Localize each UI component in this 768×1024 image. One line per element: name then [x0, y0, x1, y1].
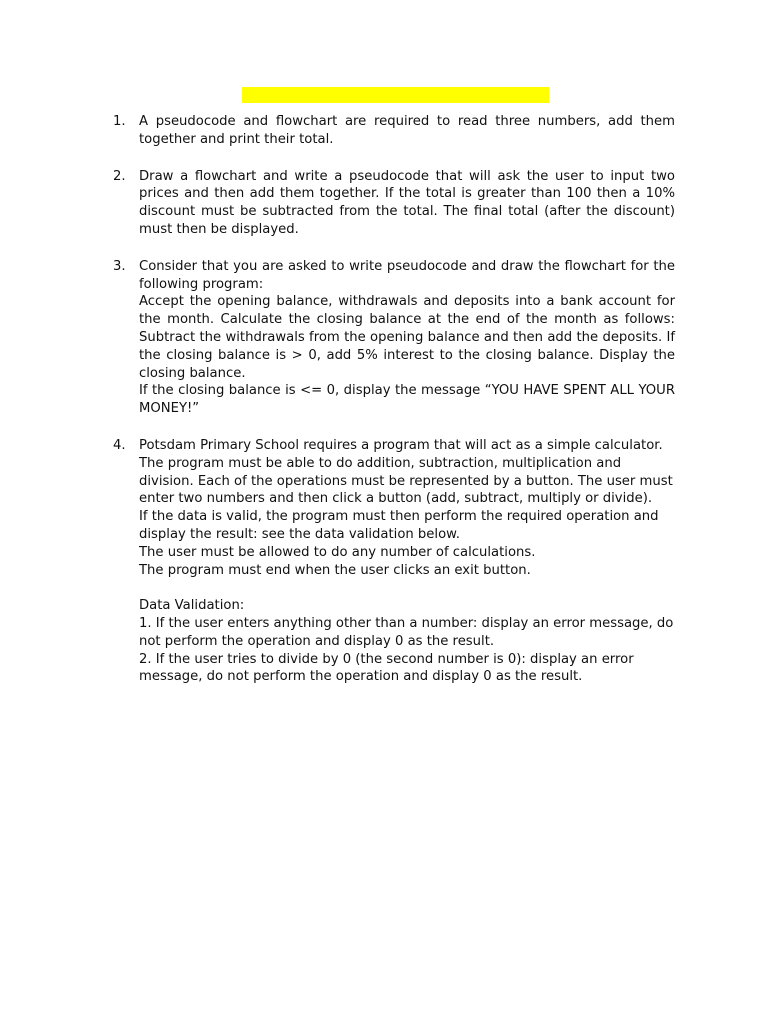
question-paragraph: If the closing balance is <= 0, display the message “YOU HAVE SPENT ALL YOUR MONEY!” [139, 383, 675, 417]
question-number: 3. [113, 258, 126, 274]
question-item-1 [113, 113, 675, 149]
question-body [139, 113, 675, 149]
validation-rule: 2. If the user tries to divide by 0 (the second number is 0): display an error message, do not perform the operation and display 0 as the result. [139, 651, 634, 685]
question-paragraph: The program must end when the user clicks an exit button. [139, 562, 531, 578]
validation-rule: 1. If the user enters anything other than a number: display an error message, do not perform the operation and display 0 as the result. [139, 615, 674, 649]
paragraph-spacer [139, 579, 675, 597]
question-paragraph: Potsdam Primary School requires a program that will act as a simple calculator. The program must be able to do addition, subtraction, multiplication and division. Each of the operations must be represented by a button. The user must enter two numbers and then click a button (add, subtract, multiply or divide). [139, 437, 673, 507]
validation-heading: Data Validation: [139, 598, 245, 614]
question-number: 2. [113, 168, 126, 184]
question-body [139, 168, 675, 239]
highlighted-title-bar [242, 87, 549, 103]
question-paragraph: A pseudocode and flowchart are required to read three numbers, add them together and print their total. [139, 114, 675, 147]
question-item-2 [113, 168, 675, 239]
question-paragraph: The user must be allowed to do any number of calculations. [139, 544, 536, 560]
question-item-3 [113, 258, 675, 418]
question-paragraph: Draw a flowchart and write a pseudocode that will ask the user to input two prices and then add them together. If the total is greater than 100 then a 10% discount must be subtracted from the total. The final total (after the discount) must then be displayed. [139, 168, 675, 237]
question-paragraph: If the data is valid, the program must then perform the required operation and display the result: see the data validation below. [139, 509, 659, 542]
question-number: 1. [113, 114, 126, 129]
question-body [139, 258, 675, 418]
question-number: 4. [113, 437, 126, 453]
question-item-4 [113, 437, 675, 686]
question-list [113, 113, 675, 705]
question-paragraph: Consider that you are asked to write pseudocode and draw the flowchart for the following program: [139, 258, 675, 292]
question-paragraph: Accept the opening balance, withdrawals and deposits into a bank account for the month. Calculate the closing balance at the end of the month as follows: Subtract the withdrawals from the opening balance and then add the deposits. If the closing balance is > 0, add 5% interest to the closing balance. Display the closing balance. [139, 294, 675, 381]
question-body [139, 437, 675, 686]
